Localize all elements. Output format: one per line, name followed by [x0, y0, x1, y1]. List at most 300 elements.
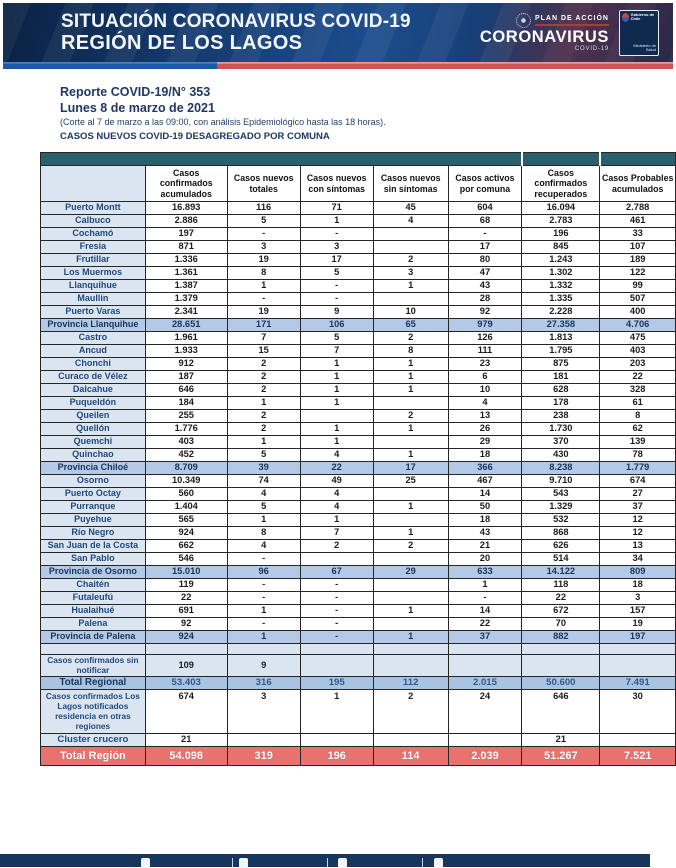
row-label: Calbuco	[41, 215, 146, 228]
table-row	[41, 397, 676, 410]
data-cell: 1	[448, 579, 522, 592]
data-cell: 27	[600, 488, 676, 501]
data-cell: -	[227, 228, 300, 241]
data-cell: 2	[300, 540, 373, 553]
row-label: Curaco de Vélez	[41, 371, 146, 384]
data-cell: 10	[373, 306, 448, 319]
data-cell: 868	[522, 527, 600, 540]
data-cell: 14	[448, 605, 522, 618]
data-cell: 67	[300, 566, 373, 579]
data-cell: 514	[522, 553, 600, 566]
data-cell: 119	[145, 579, 227, 592]
data-cell: 546	[145, 553, 227, 566]
data-cell: 403	[145, 436, 227, 449]
data-cell: 14	[448, 488, 522, 501]
row-label: Provincia Llanquihue	[41, 319, 146, 332]
data-cell: 43	[448, 527, 522, 540]
data-cell: 51.267	[522, 747, 600, 766]
data-cell: 18	[600, 579, 676, 592]
data-cell: 68	[448, 215, 522, 228]
data-cell: 2	[373, 410, 448, 423]
data-cell: 9	[300, 306, 373, 319]
data-cell: 196	[300, 747, 373, 766]
table-row	[41, 306, 676, 319]
table-row	[41, 690, 676, 734]
data-cell: 1	[373, 605, 448, 618]
row-label: Total Región	[41, 747, 146, 766]
data-cell: 2.228	[522, 306, 600, 319]
data-cell: 203	[600, 358, 676, 371]
data-cell: 28.651	[145, 319, 227, 332]
data-cell	[145, 644, 227, 655]
data-cell: 1.335	[522, 293, 600, 306]
data-cell	[373, 488, 448, 501]
row-label: San Pablo	[41, 553, 146, 566]
column-header: Casos confirmados recuperados	[522, 166, 600, 202]
data-cell: 29	[373, 566, 448, 579]
data-cell: 106	[300, 319, 373, 332]
data-cell	[300, 734, 373, 747]
data-cell: 5	[227, 449, 300, 462]
data-cell: 672	[522, 605, 600, 618]
data-cell: 366	[448, 462, 522, 475]
data-cell	[373, 514, 448, 527]
gobierno-de-chile-logo	[619, 10, 659, 56]
data-cell: 2.783	[522, 215, 600, 228]
data-cell: 2	[227, 358, 300, 371]
row-label: Los Muermos	[41, 267, 146, 280]
data-cell: 328	[600, 384, 676, 397]
data-cell: 178	[522, 397, 600, 410]
data-cell: 4	[300, 449, 373, 462]
data-cell: 2.341	[145, 306, 227, 319]
row-label: Provincia Chiloé	[41, 462, 146, 475]
row-label: Puyehue	[41, 514, 146, 527]
table-row	[41, 579, 676, 592]
data-cell: 171	[227, 319, 300, 332]
data-cell: 70	[522, 618, 600, 631]
data-cell: 1.795	[522, 345, 600, 358]
table-row	[41, 293, 676, 306]
data-cell: 53.403	[145, 677, 227, 690]
data-cell: 78	[600, 449, 676, 462]
data-cell: 8	[227, 267, 300, 280]
row-label: Provincia de Osorno	[41, 566, 146, 579]
row-label	[41, 644, 146, 655]
data-cell: 475	[600, 332, 676, 345]
data-cell: 662	[145, 540, 227, 553]
data-cell: 1	[373, 371, 448, 384]
teal-strip-row	[41, 153, 676, 166]
plan-label: PLAN DE ACCIÓN	[535, 15, 609, 26]
data-cell: 20	[448, 553, 522, 566]
data-cell: 33	[600, 228, 676, 241]
table-row	[41, 475, 676, 488]
data-cell: 197	[145, 228, 227, 241]
data-cell: 112	[373, 677, 448, 690]
row-label: Quinchao	[41, 449, 146, 462]
data-cell: 28	[448, 293, 522, 306]
data-cell: -	[227, 592, 300, 605]
data-cell: 15	[227, 345, 300, 358]
row-label: Osorno	[41, 475, 146, 488]
data-cell: 74	[227, 475, 300, 488]
data-cell: 16.094	[522, 202, 600, 215]
chile-crest-icon	[622, 13, 629, 22]
gov-line1: Gobierno de Chile	[630, 11, 655, 21]
column-header-row	[41, 166, 676, 202]
data-cell: 1	[373, 384, 448, 397]
data-cell: 626	[522, 540, 600, 553]
plan-de-accion-logo	[480, 13, 609, 53]
table-row	[41, 410, 676, 423]
report-cutoff-note: (Corte al 7 de marzo a las 09:00, con análisis Epidemiológico hasta las 18 horas).	[60, 117, 386, 127]
table-row	[41, 644, 676, 655]
corner-header-cell	[41, 166, 146, 202]
data-cell: 4	[300, 501, 373, 514]
data-cell: 532	[522, 514, 600, 527]
data-cell: 1	[227, 280, 300, 293]
data-cell	[373, 592, 448, 605]
data-cell: -	[227, 293, 300, 306]
data-cell: 2.886	[145, 215, 227, 228]
data-cell: 4	[448, 397, 522, 410]
table-row	[41, 254, 676, 267]
data-cell	[373, 618, 448, 631]
data-cell: 14.122	[522, 566, 600, 579]
data-cell: 13	[600, 540, 676, 553]
data-cell: 21	[522, 734, 600, 747]
data-cell: 5	[227, 501, 300, 514]
data-cell: 461	[600, 215, 676, 228]
data-cell: 238	[522, 410, 600, 423]
data-cell: 45	[373, 202, 448, 215]
footer-separator	[422, 858, 423, 867]
data-cell: -	[227, 553, 300, 566]
table-row	[41, 501, 676, 514]
data-cell	[227, 734, 300, 747]
table-row	[41, 540, 676, 553]
data-cell: 92	[448, 306, 522, 319]
data-cell: 7.521	[600, 747, 676, 766]
divider-red-segment	[217, 62, 673, 69]
row-label: Maullín	[41, 293, 146, 306]
data-cell: 1.361	[145, 267, 227, 280]
data-cell: -	[448, 592, 522, 605]
table-row	[41, 436, 676, 449]
data-cell: 1	[373, 449, 448, 462]
data-cell: 22	[300, 462, 373, 475]
data-cell: -	[300, 592, 373, 605]
data-cell: 1.336	[145, 254, 227, 267]
table-row	[41, 655, 676, 677]
table-row	[41, 332, 676, 345]
data-cell: 1.243	[522, 254, 600, 267]
data-cell: 674	[600, 475, 676, 488]
data-cell: -	[300, 631, 373, 644]
table-row	[41, 527, 676, 540]
data-cell: 1	[227, 605, 300, 618]
data-cell	[373, 397, 448, 410]
data-cell: 107	[600, 241, 676, 254]
data-cell	[373, 553, 448, 566]
data-cell: 21	[145, 734, 227, 747]
table-row	[41, 345, 676, 358]
data-cell: 1	[373, 527, 448, 540]
data-cell: 26	[448, 423, 522, 436]
data-cell: 19	[227, 254, 300, 267]
data-cell: 255	[145, 410, 227, 423]
data-cell: 9	[227, 655, 300, 677]
data-cell: 114	[373, 747, 448, 766]
plan-brand: CORONAVIRUS	[479, 27, 609, 46]
table-row	[41, 423, 676, 436]
row-label: Hualaihué	[41, 605, 146, 618]
data-cell: 71	[300, 202, 373, 215]
data-cell: 181	[522, 371, 600, 384]
row-label: Ancud	[41, 345, 146, 358]
data-cell: 1.302	[522, 267, 600, 280]
data-cell: 4.706	[600, 319, 676, 332]
data-cell: 13	[448, 410, 522, 423]
data-cell: 12	[600, 527, 676, 540]
data-cell: 189	[600, 254, 676, 267]
data-cell: 1	[373, 501, 448, 514]
table-head	[41, 153, 676, 202]
row-label: Dalcahue	[41, 384, 146, 397]
data-cell	[373, 436, 448, 449]
data-cell: -	[448, 228, 522, 241]
table-row	[41, 747, 676, 766]
data-cell: 34	[600, 553, 676, 566]
table-row	[41, 267, 676, 280]
data-cell: 18	[448, 449, 522, 462]
data-cell: 1	[300, 384, 373, 397]
table-row	[41, 215, 676, 228]
data-cell: 1	[300, 371, 373, 384]
data-cell: 1	[373, 280, 448, 293]
data-cell: -	[300, 605, 373, 618]
data-cell: 5	[300, 267, 373, 280]
table-row	[41, 358, 676, 371]
row-label: Frutillar	[41, 254, 146, 267]
data-cell: 118	[522, 579, 600, 592]
data-cell: 1	[300, 514, 373, 527]
column-header: Casos nuevos totales	[227, 166, 300, 202]
data-cell: -	[300, 280, 373, 293]
data-cell: -	[227, 618, 300, 631]
data-cell: 924	[145, 631, 227, 644]
data-cell: 5	[227, 215, 300, 228]
data-cell: 50	[448, 501, 522, 514]
row-label: Total Regional	[41, 677, 146, 690]
row-label: Chonchi	[41, 358, 146, 371]
data-cell: 1.730	[522, 423, 600, 436]
data-cell: 691	[145, 605, 227, 618]
data-cell: 109	[145, 655, 227, 677]
data-cell: 1	[227, 631, 300, 644]
data-cell: 17	[373, 462, 448, 475]
data-cell: 10	[448, 384, 522, 397]
teal-strip-cell	[41, 153, 522, 166]
data-cell	[373, 228, 448, 241]
table-row	[41, 605, 676, 618]
data-cell: 7	[300, 527, 373, 540]
data-cell: 1.387	[145, 280, 227, 293]
data-cell: 633	[448, 566, 522, 579]
data-cell: 646	[145, 384, 227, 397]
data-cell: 122	[600, 267, 676, 280]
data-cell: 3	[227, 690, 300, 734]
banner-title-block	[3, 11, 411, 55]
data-cell: 1.379	[145, 293, 227, 306]
data-cell: 157	[600, 605, 676, 618]
row-label: Futaleufú	[41, 592, 146, 605]
data-cell: 50.600	[522, 677, 600, 690]
data-cell: 24	[448, 690, 522, 734]
data-cell: 139	[600, 436, 676, 449]
data-cell: 1.329	[522, 501, 600, 514]
row-label: Cochamó	[41, 228, 146, 241]
data-cell: 1	[373, 358, 448, 371]
data-cell: 604	[448, 202, 522, 215]
row-label: Casos confirmados sin notificar	[41, 655, 146, 677]
data-cell: 809	[600, 566, 676, 579]
data-cell: 8	[373, 345, 448, 358]
row-label: Purranque	[41, 501, 146, 514]
data-cell: 1	[373, 423, 448, 436]
data-cell: 430	[522, 449, 600, 462]
footer-separator	[327, 858, 328, 867]
data-cell: 628	[522, 384, 600, 397]
data-cell: 111	[448, 345, 522, 358]
data-cell: 8	[227, 527, 300, 540]
data-cell: 370	[522, 436, 600, 449]
data-cell: 8.238	[522, 462, 600, 475]
data-cell: 2	[227, 423, 300, 436]
data-cell: 197	[600, 631, 676, 644]
data-cell: 1	[300, 423, 373, 436]
data-cell: 25	[373, 475, 448, 488]
data-cell: 912	[145, 358, 227, 371]
report-number: Reporte COVID-19/N° 353	[60, 85, 211, 99]
data-cell: 2	[373, 332, 448, 345]
data-cell	[373, 293, 448, 306]
data-cell: 7.491	[600, 677, 676, 690]
table-row	[41, 384, 676, 397]
data-cell: 1.776	[145, 423, 227, 436]
data-cell: 184	[145, 397, 227, 410]
row-label: Casos confirmados Los Lagos notificados residencia en otras regiones	[41, 690, 146, 734]
data-cell: 126	[448, 332, 522, 345]
data-cell: 467	[448, 475, 522, 488]
data-cell: 3	[373, 267, 448, 280]
data-cell: 674	[145, 690, 227, 734]
report-section-title: CASOS NUEVOS COVID-19 DESAGREGADO POR COMUNA	[60, 130, 330, 142]
banner-logos	[480, 10, 673, 56]
data-cell: 1	[227, 514, 300, 527]
row-label: Río Negro	[41, 527, 146, 540]
data-cell: 4	[227, 540, 300, 553]
data-cell: 452	[145, 449, 227, 462]
data-cell: 2	[227, 371, 300, 384]
table-row	[41, 553, 676, 566]
table-row	[41, 631, 676, 644]
data-cell: 1	[373, 631, 448, 644]
data-cell: 2	[373, 254, 448, 267]
teal-strip-cell	[522, 153, 600, 166]
data-cell: 4	[300, 488, 373, 501]
data-cell: 5	[300, 332, 373, 345]
data-cell: 507	[600, 293, 676, 306]
data-cell: 9.710	[522, 475, 600, 488]
data-cell: 3	[600, 592, 676, 605]
data-cell: -	[227, 579, 300, 592]
data-cell: 1.404	[145, 501, 227, 514]
data-cell: 543	[522, 488, 600, 501]
column-header: Casos nuevos con síntomas	[300, 166, 373, 202]
data-cell: 15.010	[145, 566, 227, 579]
data-cell: 80	[448, 254, 522, 267]
data-cell: 29	[448, 436, 522, 449]
data-cell: 65	[373, 319, 448, 332]
data-cell: 43	[448, 280, 522, 293]
row-label: Cluster crucero	[41, 734, 146, 747]
data-cell: 30	[600, 690, 676, 734]
data-cell: 316	[227, 677, 300, 690]
row-label: Fresia	[41, 241, 146, 254]
data-cell	[448, 644, 522, 655]
table-row	[41, 566, 676, 579]
row-label: Llanquihue	[41, 280, 146, 293]
table-row	[41, 319, 676, 332]
data-cell: 19	[600, 618, 676, 631]
report-heading	[60, 84, 386, 143]
data-cell: -	[300, 579, 373, 592]
data-cell: -	[300, 618, 373, 631]
data-cell: -	[300, 228, 373, 241]
data-cell	[227, 644, 300, 655]
data-cell: 8.709	[145, 462, 227, 475]
data-cell: 187	[145, 371, 227, 384]
banner-title-line1: SITUACIÓN CORONAVIRUS COVID-19	[61, 10, 411, 32]
data-cell: 1.961	[145, 332, 227, 345]
data-cell	[373, 644, 448, 655]
data-cell: 1.933	[145, 345, 227, 358]
data-cell: 21	[448, 540, 522, 553]
header-banner	[3, 3, 673, 62]
data-cell: 3	[227, 241, 300, 254]
table-row	[41, 514, 676, 527]
data-cell: 116	[227, 202, 300, 215]
data-cell: 565	[145, 514, 227, 527]
data-cell: 99	[600, 280, 676, 293]
data-cell: 12	[600, 514, 676, 527]
data-cell: 1	[300, 436, 373, 449]
data-cell	[448, 655, 522, 677]
data-cell: 18	[448, 514, 522, 527]
data-cell: 875	[522, 358, 600, 371]
data-cell: 49	[300, 475, 373, 488]
data-cell	[522, 644, 600, 655]
data-cell	[373, 734, 448, 747]
teal-strip-cell	[600, 153, 676, 166]
covid-table	[40, 152, 676, 766]
data-cell: 92	[145, 618, 227, 631]
data-cell	[300, 644, 373, 655]
data-cell: 2.788	[600, 202, 676, 215]
row-label: Castro	[41, 332, 146, 345]
